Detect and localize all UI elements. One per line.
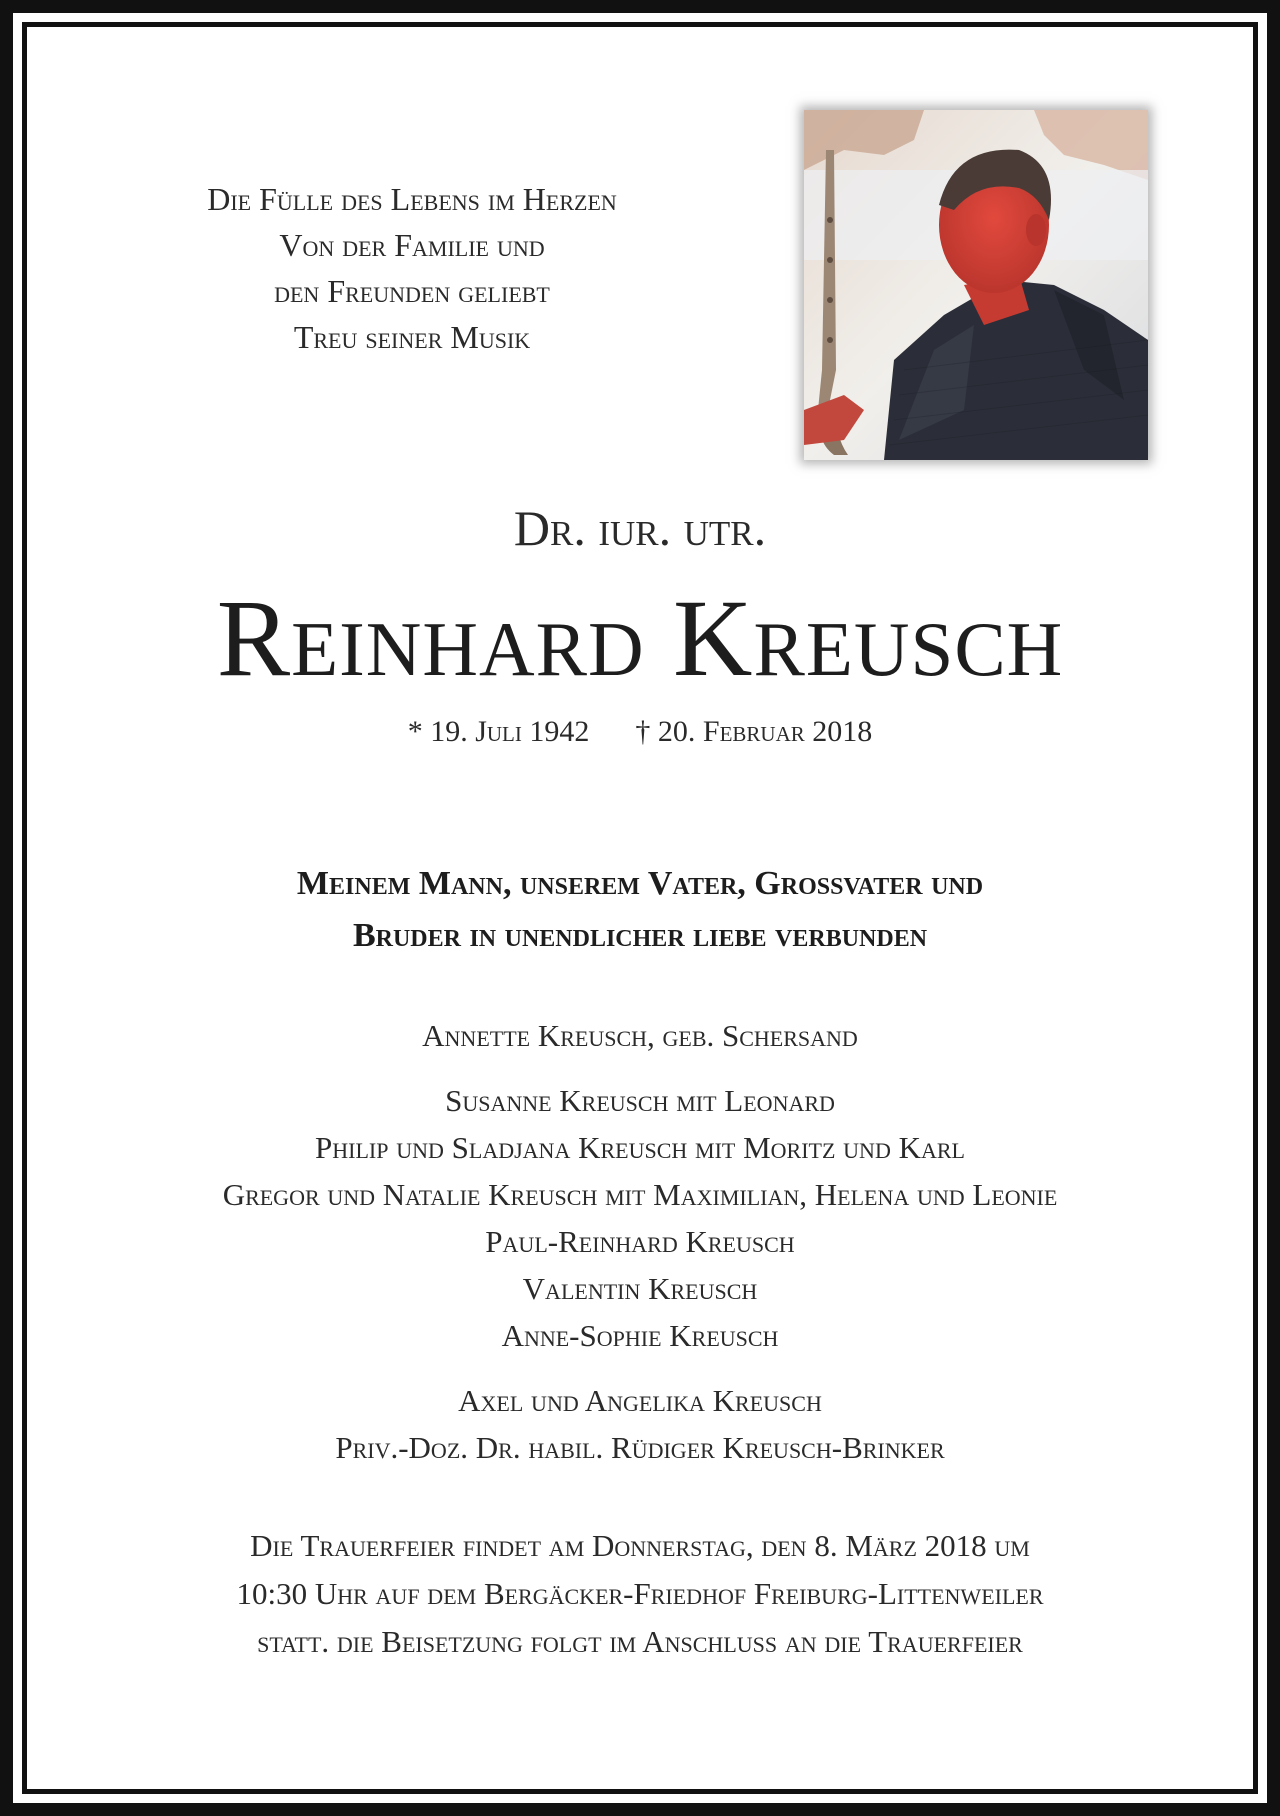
- death-date: † 20. Februar 2018: [635, 715, 873, 748]
- portrait-photo: [804, 110, 1148, 460]
- funeral-line: 10:30 Uhr auf dem Bergäcker-Friedhof Freiburg-Littenweiler: [236, 1576, 1044, 1611]
- mourner-name: Susanne Kreusch mit Leonard: [445, 1083, 835, 1118]
- birth-date: * 19. Juli 1942: [407, 715, 590, 748]
- mourner-name: Paul-Reinhard Kreusch: [485, 1224, 795, 1259]
- portrait-man-with-saxophone-icon: [804, 110, 1148, 460]
- quote-line: den Freunden geliebt: [274, 273, 550, 309]
- mourners-group-children: [0, 1077, 1280, 1359]
- funeral-line: statt. die Beisetzung folgt im Anschluss an die Trauerfeier: [257, 1624, 1023, 1659]
- quote-line: Von der Familie und: [279, 227, 545, 263]
- mourner-name: Priv.-Doz. Dr. habil. Rüdiger Kreusch-Brinker: [335, 1430, 945, 1465]
- mourner-name: Philip und Sladjana Kreusch mit Moritz und Karl: [315, 1130, 965, 1165]
- mourner-name: Annette Kreusch, geb. Schersand: [422, 1018, 858, 1053]
- dedication-line: Meinem Mann, unserem Vater, Großvater und: [296, 865, 984, 902]
- academic-title: Dr. iur. utr.: [513, 500, 767, 556]
- dedication-line: Bruder in unendlicher liebe verbunden: [352, 917, 928, 954]
- deceased-name: Reinhard Kreusch: [216, 577, 1064, 699]
- mourners-group-spouse: [0, 1012, 1280, 1059]
- funeral-line: Die Trauerfeier findet am Donnerstag, den 8. März 2018 um: [250, 1528, 1030, 1563]
- mourners-list: [0, 1012, 1280, 1489]
- memorial-quote: [92, 176, 732, 360]
- funeral-notice: [0, 1522, 1280, 1666]
- mourner-name: Axel und Angelika Kreusch: [458, 1383, 822, 1418]
- quote-line: Treu seiner Musik: [293, 319, 531, 355]
- dedication: [0, 858, 1280, 962]
- mourners-group-siblings: [0, 1377, 1280, 1471]
- life-dates: [0, 712, 1280, 752]
- quote-line: Die Fülle des Lebens im Herzen: [207, 181, 617, 217]
- mourner-name: Gregor und Natalie Kreusch mit Maximilian, Helena und Leonie: [222, 1177, 1058, 1212]
- mourner-name: Valentin Kreusch: [522, 1271, 758, 1306]
- mourner-name: Anne-Sophie Kreusch: [501, 1318, 779, 1353]
